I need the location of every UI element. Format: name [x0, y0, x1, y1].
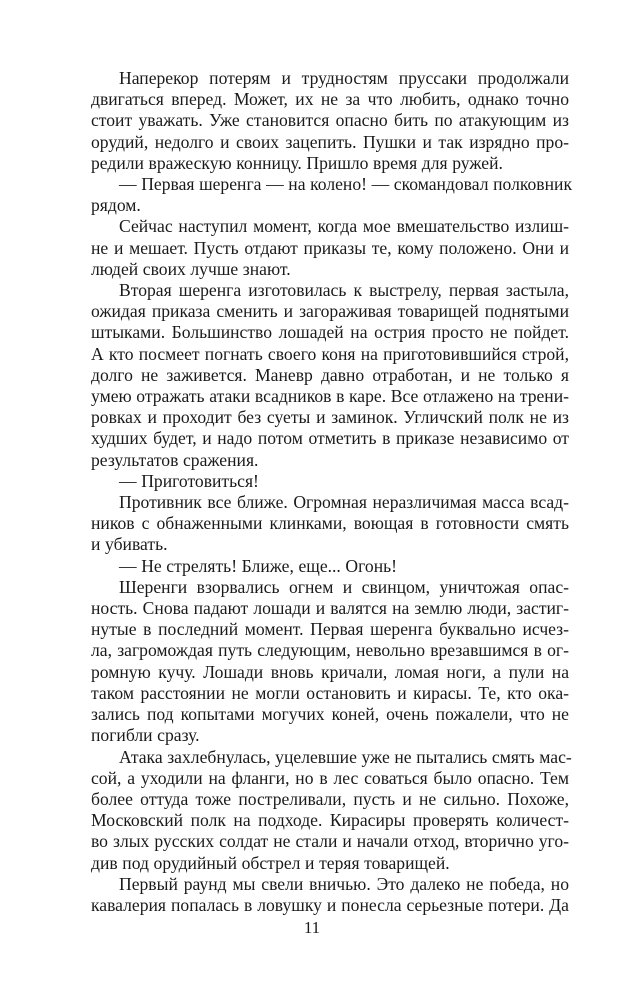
paragraph: [63, 68, 569, 174]
paragraph: [63, 492, 569, 556]
text-line: двигаться вперед. Может, их не за что любить, однако точно: [91, 89, 569, 110]
text-line: людей своих лучше знают.: [91, 258, 291, 279]
paragraph: [63, 577, 569, 747]
text-line: Московский полк на подходе. Кирасиры проверять количест-: [91, 810, 569, 831]
paragraph: [63, 874, 569, 916]
book-page-body: [63, 68, 572, 916]
paragraph: [63, 556, 569, 577]
text-line: редили вражескую конницу. Пришло время для ружей.: [91, 152, 503, 173]
text-line: не и мешает. Пусть отдают приказы те, кому положено. Они и: [91, 237, 569, 258]
paragraph: [63, 471, 569, 492]
text-line: во злых русских солдат не стали и начали отход, вторично уго-: [91, 831, 569, 852]
text-line: штыками. Большинство лошадей на острия просто не пойдет.: [91, 322, 569, 343]
text-line: ровках и проходит без суеты и заминок. Угличский полк не из: [91, 407, 569, 428]
text-line: худших будет, и надо потом отметить в приказе независимо от: [91, 428, 569, 449]
text-line: сой, а уходили на фланги, но в лес соваться было опасно. Тем: [91, 767, 569, 788]
text-line: ромную кучу. Лошади вновь кричали, ломая ноги, а пули на: [91, 661, 569, 682]
text-line: ников с обнаженными клинками, воющая в готовности смять: [91, 513, 569, 534]
paragraph: [63, 216, 569, 280]
text-line: Первый раунд мы свели вничью. Это далеко не победа, но: [119, 873, 569, 894]
text-line: — Приготовиться!: [119, 470, 259, 491]
text-line: рядом.: [91, 195, 141, 216]
text-line: ность. Снова падают лошади и валятся на землю люди, застиг-: [91, 598, 569, 619]
text-line: — Первая шеренга — на колено! — скомандовал полковник: [119, 174, 572, 195]
text-line: Вторая шеренга изготовилась к выстрелу, первая застыла,: [119, 280, 569, 301]
page-number: 11: [303, 918, 321, 937]
text-line: Сейчас наступил момент, когда мое вмешательство излиш-: [119, 216, 569, 237]
paragraph: [63, 280, 569, 471]
text-line: погибли сразу.: [91, 725, 200, 746]
text-line: орудий, недолго и своих зацепить. Пушки и так изрядно про-: [91, 131, 569, 152]
paragraph: [63, 174, 572, 216]
paragraph: [63, 746, 572, 874]
text-line: Противник все ближе. Огромная неразличимая масса всад-: [119, 492, 569, 513]
text-line: нутые в последний момент. Первая шеренга буквально исчез-: [91, 619, 569, 640]
text-line: долго не заживется. Маневр давно отработан, и не только я: [91, 364, 569, 385]
text-line: Наперекор потерям и трудностям пруссаки продолжали: [119, 68, 569, 88]
text-line: результатов сражения.: [91, 449, 259, 470]
text-line: див под орудийный обстрел и теряя товарищей.: [91, 852, 450, 873]
text-line: и убивать.: [91, 534, 168, 555]
text-line: умею отражать атаки всадников в каре. Все отлажено на трени-: [91, 386, 569, 407]
text-line: зались под копытами могучих коней, очень пожалели, что не: [91, 704, 569, 725]
text-line: кавалерия попалась в ловушку и понесла серьезные потери. Да: [91, 894, 569, 915]
text-line: ла, загромождая путь следующим, невольно врезавшимся в ог-: [91, 640, 569, 661]
text-line: Атака захлебнулась, уцелевшие уже не пытались смять мас-: [119, 746, 572, 767]
text-line: стоит уважать. Уже становится опасно бить по атакующим из: [91, 110, 569, 131]
text-line: — Не стрелять! Ближе, еще... Огонь!: [119, 555, 397, 576]
text-line: Шеренги взорвались огнем и свинцом, уничтожая опас-: [119, 576, 569, 597]
text-line: таком расстоянии не могли остановить и кирасы. Те, кто ока-: [91, 682, 569, 703]
text-line: А кто посмеет погнать своего коня на приготовившийся строй,: [91, 343, 569, 364]
text-line: ожидая приказа сменить и загораживая товарищей поднятыми: [91, 301, 569, 322]
text-line: более оттуда тоже постреливали, пусть и не сильно. Похоже,: [91, 788, 569, 809]
